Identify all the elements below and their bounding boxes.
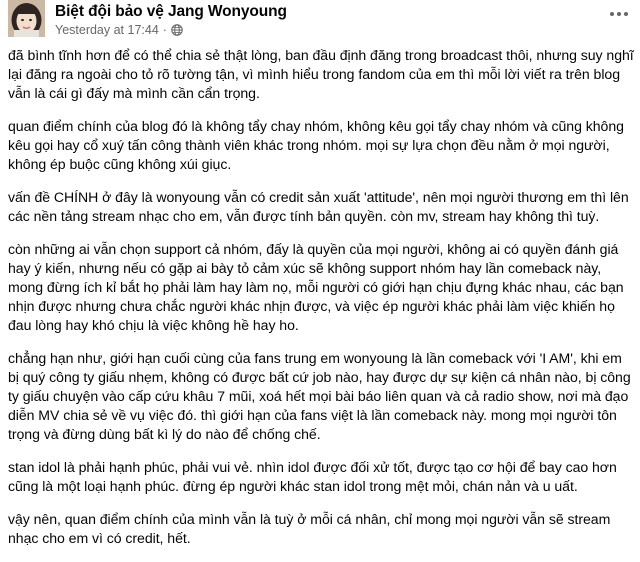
avatar-image xyxy=(8,0,45,37)
more-options-icon[interactable] xyxy=(608,4,630,24)
avatar[interactable] xyxy=(8,0,45,37)
post-paragraph: chẳng hạn như, giới hạn cuối cùng của fans trung em wonyoung là lần comeback với 'I AM', khi em bị quý công ty giấu nhẹm, không có được bất cứ job nào, hay được dự sự kiện cá nhân nào, bị công ty giấu chuyện vào cấp cứu khâu 7 mũi, xoá hết mọi bài báo liên quan và cả radio show, nơi mà đạo diễn MV chia sẻ về vụ việc đó. thì giới hạn của fans việt là lần comeback này. mong mọi người tôn trọng và đừng dùng bất kì lý do nào để chống chế. xyxy=(8,350,631,442)
post-paragraph: vấn đề CHÍNH ở đây là wonyoung vẫn có credit sản xuất 'attitude', nên mọi người thương em thì lên các nền tảng stream nhạc cho em, vẫn được tính bản quyền. còn mv, stream hay không thì tuỳ. xyxy=(8,189,629,224)
post-paragraph: đã bình tĩnh hơn để có thể chia sẻ thật lòng, ban đầu định đăng trong broadcast thôi, nhưng suy nghĩ lại đăng ra ngoài cho tỏ rõ tường tận, vì mình hiểu trong fandom của em thì mỗi lời viết ra trên blog vẫn là cái gì đấy mà mình cần cẩn trọng. xyxy=(8,47,634,101)
globe-icon[interactable] xyxy=(171,24,183,36)
post-header xyxy=(8,0,632,44)
post-body xyxy=(8,46,634,562)
timestamp[interactable]: Yesterday at 17:44 xyxy=(55,23,159,37)
author-name[interactable]: Biệt đội bảo vệ Jang Wonyoung xyxy=(55,3,287,20)
post-paragraph: vậy nên, quan điểm chính của mình vẫn là tuỳ ở mỗi cá nhân, chỉ mong mọi người vẫn sẽ stream nhạc cho em vì có credit, hết. xyxy=(8,511,611,546)
post-meta xyxy=(55,23,183,37)
post-paragraph: quan điểm chính của blog đó là không tẩy chay nhóm, không kêu gọi tẩy chay nhóm và cũng không kêu gọi hay cổ xuý tấn công thành viên khác trong nhóm. mọi sự lựa chọn đều nằm ở mọi người, không ép buộc cũng không xúi giục. xyxy=(8,118,624,172)
meta-separator: · xyxy=(162,23,167,37)
post-paragraph: còn những ai vẫn chọn support cả nhóm, đấy là quyền của mọi người, không ai có quyền đánh giá hay ý kiến, nhưng nếu có gặp ai bày tỏ cảm xúc sẽ không support nhóm hay lần comeback này, mong đừng ích kỉ bắt họ phải làm hay làm nọ, mỗi người có giới hạn chịu đựng khác nhau, các bạn nhịn được nhưng chưa chắc người khác nhịn được, và việc ép người khác phải làm việc khiến họ đau lòng hay khó chịu là việc không hề hay ho. xyxy=(8,241,624,333)
post-paragraph: stan idol là phải hạnh phúc, phải vui vẻ. nhìn idol được đối xử tốt, được tạo cơ hội để bay cao hơn cũng là một loại hạnh phúc. đừng ép người khác stan idol trong mệt mỏi, chán nản và u uất. xyxy=(8,459,617,494)
